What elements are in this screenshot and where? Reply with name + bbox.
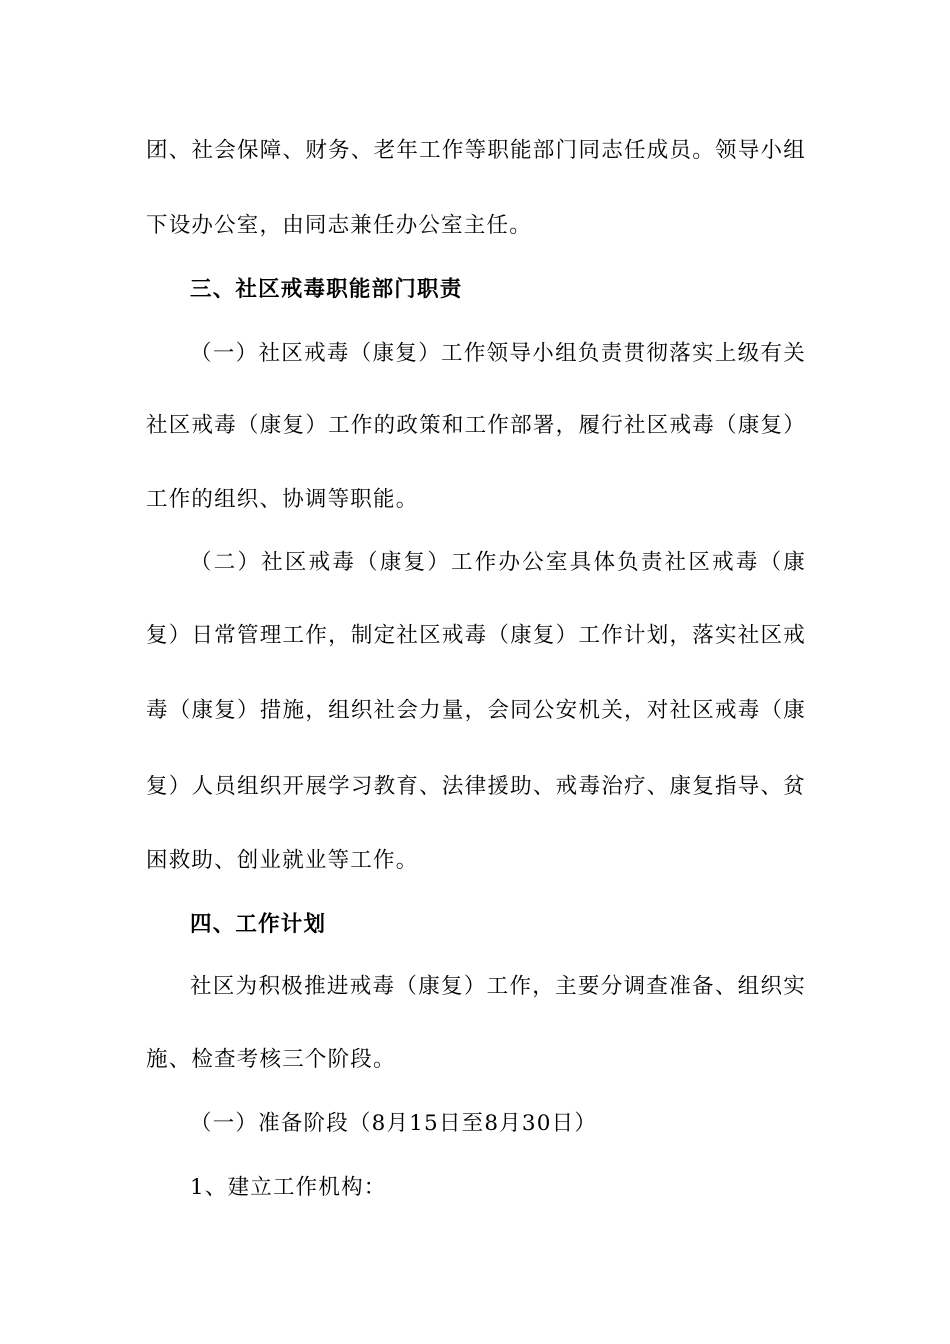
section-heading: 三、社区戒毒职能部门职责: [190, 277, 463, 302]
paragraph-line: 团、社会保障、财务、老年工作等职能部门同志任成员。领导小组: [146, 138, 806, 163]
paragraph-line: 毒（康复）措施，组织社会力量，会同公安机关，对社区戒毒（康: [146, 698, 806, 723]
paragraph-line: 下设办公室，由同志兼任办公室主任。: [146, 213, 532, 238]
paragraph-line: （二）社区戒毒（康复）工作办公室具体负责社区戒毒（康: [190, 550, 806, 575]
paragraph-line: 社区戒毒（康复）工作的政策和工作部署，履行社区戒毒（康复）: [146, 413, 806, 438]
subsection-heading: （一）准备阶段（8月15日至8月30日）: [190, 1111, 598, 1136]
paragraph-line: 社区为积极推进戒毒（康复）工作，主要分调查准备、组织实: [190, 974, 806, 999]
section-heading: 四、工作计划: [190, 912, 327, 937]
paragraph-line: 困救助、创业就业等工作。: [146, 848, 419, 873]
paragraph-line: （一）社区戒毒（康复）工作领导小组负责贯彻落实上级有关: [190, 341, 806, 366]
list-item: 1、建立工作机构：: [190, 1175, 387, 1200]
paragraph-line: 工作的组织、协调等职能。: [146, 487, 419, 512]
paragraph-line: 复）日常管理工作，制定社区戒毒（康复）工作计划，落实社区戒: [146, 623, 806, 648]
paragraph-line: 复）人员组织开展学习教育、法律援助、戒毒治疗、康复指导、贫: [146, 774, 806, 799]
paragraph-line: 施、检查考核三个阶段。: [146, 1047, 396, 1072]
